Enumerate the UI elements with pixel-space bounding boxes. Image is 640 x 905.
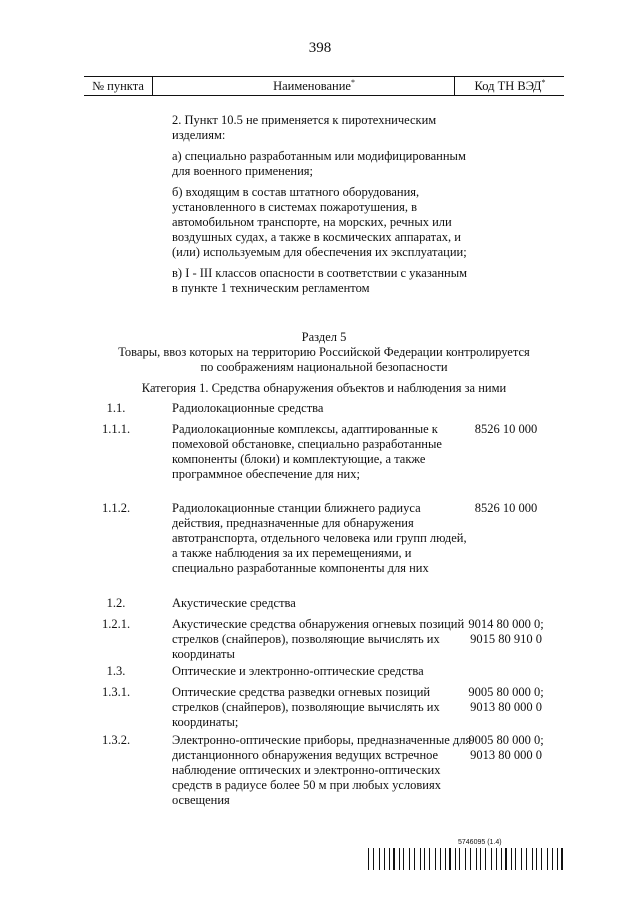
header-name-text: Наименование <box>273 79 351 93</box>
barcode-bar <box>532 848 533 870</box>
barcode-bar <box>409 848 410 870</box>
barcode-bar <box>557 848 558 870</box>
barcode-bar <box>470 848 471 870</box>
header-num: № пункта <box>92 79 144 93</box>
barcode-bar <box>420 848 421 870</box>
barcode-bar <box>389 848 390 870</box>
barcode-bar <box>521 848 522 870</box>
row-number: 1.3. <box>106 664 126 678</box>
page-number: 398 <box>308 40 332 56</box>
barcode-bar <box>511 848 512 870</box>
header-name-footnote: * <box>350 77 355 87</box>
barcode-bar <box>536 848 537 870</box>
header-code <box>456 79 564 94</box>
row-code: 9014 80 000 0; <box>468 617 544 631</box>
section-title: Раздел 5 <box>301 330 347 344</box>
intro-paragraph: в) I - III классов опасности в соответствии с указанным в пункте 1 техническим регламентом <box>172 266 468 295</box>
row-number: 1.1.1. <box>101 422 131 436</box>
barcode-bar <box>440 848 441 870</box>
barcode-bar <box>424 848 425 870</box>
row-number: 1.1.2. <box>101 501 131 515</box>
intro-notes <box>172 113 472 302</box>
row-code-secondary: 9015 80 910 0 <box>470 632 542 646</box>
intro-paragraph: 2. Пункт 10.5 не применяется к пиротехническим изделиям: <box>172 113 437 142</box>
row-code-secondary: 9013 80 000 0 <box>470 748 542 762</box>
barcode-bar <box>384 848 385 870</box>
section-subtitle-line2: по соображениям национальной безопасности <box>200 360 448 374</box>
section-subtitle-line1: Товары, ввоз которых на территорию Российской Федерации контролируется <box>118 345 530 359</box>
header-code-footnote: * <box>541 77 546 87</box>
row-name: Акустические средства <box>172 596 296 610</box>
barcode-bar <box>561 848 563 870</box>
barcode-bar <box>485 848 486 870</box>
row-name: Оптические и электронно-оптические средства <box>172 664 424 678</box>
barcode-bar <box>547 848 548 870</box>
row-code-secondary: 9013 80 000 0 <box>470 700 542 714</box>
category-title: Категория 1. Средства обнаружения объектов и наблюдения за ними <box>141 381 507 395</box>
barcode-bar <box>368 848 369 870</box>
row-code: 9005 80 000 0; <box>468 733 544 747</box>
barcode-bar <box>393 848 395 870</box>
row-number: 1.3.2. <box>101 733 131 747</box>
barcode-bar <box>552 848 553 870</box>
header-divider <box>454 77 455 95</box>
table-header <box>84 76 564 96</box>
barcode-bar <box>373 848 374 870</box>
row-name: Электронно-оптические приборы, предназначенные для дистанционного обнаружения ведущих встречное наблюдение оптических и электронно-оптических средств в радиусе более 50 м при любых условиях освещения <box>172 733 472 807</box>
row-number: 1.1. <box>106 401 126 415</box>
row-code: 8526 10 000 <box>474 422 538 436</box>
barcode-bar <box>501 848 502 870</box>
row-code: 8526 10 000 <box>474 501 538 515</box>
barcode-bar <box>435 848 436 870</box>
barcode-bar <box>465 848 466 870</box>
row-number: 1.2. <box>106 596 126 610</box>
barcode-bar <box>480 848 481 870</box>
barcode-bar <box>505 848 507 870</box>
barcode-bar <box>476 848 477 870</box>
row-name: Радиолокационные средства <box>172 401 324 415</box>
barcode-bar <box>526 848 527 870</box>
row-number: 1.3.1. <box>101 685 131 699</box>
barcode-bar <box>414 848 415 870</box>
row-name: Радиолокационные станции ближнего радиуса действия, предназначенные для обнаружения автотранспорта, отдельного человека или групп людей, а также наблюдения за их перемещениями, и специально разработанные компоненты для них <box>172 501 467 575</box>
row-name: Оптические средства разведки огневых позиций стрелков (снайперов), позволяющие вычислять их координаты; <box>172 685 440 729</box>
barcode-bar <box>491 848 492 870</box>
header-code-text: Код ТН ВЭД <box>474 79 542 93</box>
barcode-bar <box>459 848 460 870</box>
header-name <box>174 79 454 94</box>
barcode-bar <box>399 848 400 870</box>
barcode-bar <box>379 848 380 870</box>
barcode-bar <box>449 848 451 870</box>
barcode-bar <box>455 848 456 870</box>
document-stamp: 5746095 (1.4) <box>458 839 502 846</box>
barcode-bar <box>496 848 497 870</box>
row-number: 1.2.1. <box>101 617 131 631</box>
header-divider <box>152 77 153 95</box>
barcode-bar <box>541 848 542 870</box>
intro-paragraph: б) входящим в состав штатного оборудования, установленного в системах пожаротушения, в автомобильном транспорте, на морских, речных или воздушных судах, а также в космических аппаратах, и (или) используемым для обеспечения их эксплуатации; <box>172 185 467 259</box>
row-name: Радиолокационные комплексы, адаптированные к помеховой обстановке, специально разработанные компоненты (блоки) и комплектующие, а также программное обеспечение для них; <box>172 422 442 481</box>
intro-paragraph: а) специально разработанным или модифицированным для военного применения; <box>172 149 466 178</box>
row-code: 9005 80 000 0; <box>468 685 544 699</box>
barcode-bar <box>515 848 516 870</box>
row-name: Акустические средства обнаружения огневых позиций стрелков (снайперов), позволяющие вычислять их координаты <box>172 617 465 661</box>
barcode-icon <box>368 848 564 870</box>
barcode-bar <box>403 848 404 870</box>
barcode-bar <box>445 848 446 870</box>
barcode-bar <box>429 848 430 870</box>
